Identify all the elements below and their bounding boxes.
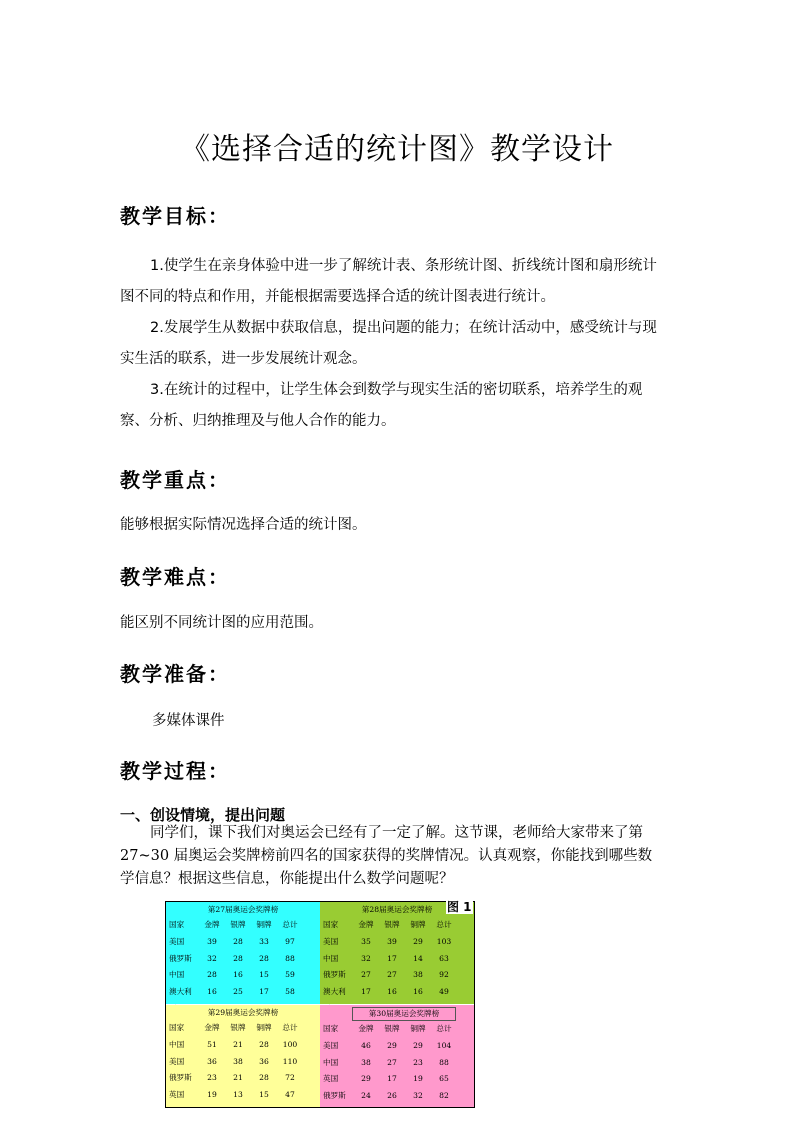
medal-count-cell: 36: [259, 1056, 269, 1066]
country-cell: 美国: [323, 1040, 339, 1050]
header-cell: 铜牌: [256, 920, 272, 929]
medal-count-cell: 29: [413, 1040, 423, 1050]
country-cell: 英国: [169, 1090, 185, 1100]
medal-table-title: 第27届奥运会奖牌榜: [207, 905, 279, 914]
medal-count-cell: 72: [285, 1073, 295, 1083]
country-cell: 俄罗斯: [169, 953, 192, 963]
medal-count-cell: 58: [285, 987, 295, 997]
process-heading: 教学过程：: [120, 759, 230, 783]
figure-label: 图 1: [447, 900, 472, 914]
medal-count-cell: 15: [259, 1090, 269, 1100]
difficulty-heading: 教学难点：: [120, 565, 230, 589]
medal-count-cell: 104: [436, 1040, 452, 1050]
medal-table-header: [320, 917, 474, 934]
header-cell: 银牌: [384, 920, 400, 929]
header-cell: 国家: [169, 1023, 185, 1032]
key-point-heading: 教学重点：: [120, 468, 230, 492]
medal-table-30: [320, 1005, 474, 1107]
medal-count-cell: 17: [361, 987, 371, 997]
country-cell: 澳大利: [169, 987, 192, 997]
medal-table-header: [166, 1020, 320, 1037]
medal-count-cell: 28: [233, 936, 243, 946]
header-cell: 铜牌: [410, 920, 426, 929]
medal-count-cell: 26: [387, 1091, 397, 1101]
medal-table-row: [320, 1071, 474, 1088]
medal-count-cell: 15: [259, 970, 269, 980]
medal-table-row: [166, 967, 320, 984]
medal-count-cell: 25: [233, 987, 243, 997]
medal-table-title: 第29届奥运会奖牌榜: [207, 1008, 279, 1017]
header-cell: 铜牌: [256, 1023, 272, 1032]
medal-count-cell: 28: [233, 953, 243, 963]
country-cell: 美国: [169, 1056, 185, 1066]
country-cell: 中国: [323, 953, 339, 963]
medal-count-cell: 13: [233, 1090, 243, 1100]
medal-count-cell: 82: [439, 1091, 449, 1101]
header-cell: 国家: [323, 1024, 339, 1033]
medal-count-cell: 46: [361, 1040, 371, 1050]
medal-count-cell: 14: [413, 953, 423, 963]
goals-heading: 教学目标：: [120, 204, 230, 228]
medal-count-cell: 28: [259, 953, 269, 963]
medal-count-cell: 39: [387, 936, 397, 946]
medal-count-cell: 19: [413, 1074, 423, 1084]
goal-item: 2.发展学生从数据中获取信息，提出问题的能力；在统计活动中，感受统计与现实生活的联系，进一步发展统计观念。: [120, 320, 657, 367]
header-cell: 金牌: [358, 1024, 374, 1033]
process-sub-heading: 一、创设情境，提出问题: [120, 806, 286, 824]
document-title: 《选择合适的统计图》教学设计: [180, 132, 614, 167]
medal-count-cell: 88: [285, 953, 295, 963]
country-cell: 英国: [323, 1074, 339, 1084]
medal-table-row: [320, 1088, 474, 1105]
header-cell: 银牌: [230, 1023, 246, 1032]
medal-count-cell: 39: [207, 936, 217, 946]
medal-count-cell: 16: [207, 987, 217, 997]
medal-table-row: [166, 1054, 320, 1071]
medal-count-cell: 17: [387, 1074, 397, 1084]
medal-count-cell: 110: [282, 1056, 298, 1066]
medal-count-cell: 92: [439, 970, 449, 980]
medal-count-cell: 49: [439, 987, 449, 997]
medal-table-row: [320, 1038, 474, 1055]
medal-count-cell: 47: [285, 1090, 295, 1100]
medal-table-row: [166, 951, 320, 968]
medal-table-title: 第28届奥运会奖牌榜: [361, 905, 433, 914]
medal-count-cell: 27: [387, 970, 397, 980]
country-cell: 中国: [169, 1039, 185, 1049]
medal-count-cell: 65: [439, 1074, 449, 1084]
medal-count-cell: 24: [361, 1091, 371, 1101]
medal-count-cell: 28: [259, 1073, 269, 1083]
medal-count-cell: 38: [233, 1056, 243, 1066]
medal-count-cell: 100: [282, 1039, 298, 1049]
medal-count-cell: 16: [387, 987, 397, 997]
header-cell: 金牌: [204, 1023, 220, 1032]
medal-count-cell: 38: [413, 970, 423, 980]
medal-count-cell: 27: [361, 970, 371, 980]
medal-count-cell: 59: [285, 970, 295, 980]
header-cell: 金牌: [204, 920, 220, 929]
medal-count-cell: 97: [285, 936, 295, 946]
medal-table-row: [166, 1087, 320, 1104]
medal-table-row: [320, 984, 474, 1001]
medal-table-row: [320, 951, 474, 968]
medal-count-cell: 16: [413, 987, 423, 997]
medal-count-cell: 29: [413, 936, 423, 946]
header-cell: 总计: [282, 920, 298, 929]
medal-table-27: [166, 902, 320, 1004]
medal-count-cell: 23: [413, 1057, 423, 1067]
medal-table-29: [166, 1005, 320, 1107]
header-cell: 铜牌: [410, 1024, 426, 1033]
header-cell: 国家: [169, 920, 185, 929]
header-cell: 金牌: [358, 920, 374, 929]
medal-count-cell: 63: [439, 953, 449, 963]
country-cell: 美国: [169, 936, 185, 946]
goal-item: 3.在统计的过程中，让学生体会到数学与现实生活的密切联系，培养学生的观察、分析、归纳推理及与他人合作的能力。: [120, 382, 643, 429]
medal-count-cell: 17: [387, 953, 397, 963]
medal-table-row: [166, 1070, 320, 1087]
medal-table-header: [320, 1021, 474, 1038]
medal-count-cell: 32: [413, 1091, 423, 1101]
medal-table-row: [320, 967, 474, 984]
medal-table-row: [166, 1037, 320, 1054]
medal-count-cell: 27: [387, 1057, 397, 1067]
medal-count-cell: 17: [259, 987, 269, 997]
medal-count-cell: 23: [207, 1073, 217, 1083]
preparation-heading: 教学准备：: [120, 662, 230, 686]
medal-count-cell: 28: [207, 970, 217, 980]
country-cell: 中国: [169, 970, 185, 980]
medal-table-title: 第30届奥运会奖牌榜: [352, 1007, 456, 1021]
medal-count-cell: 29: [361, 1074, 371, 1084]
header-cell: 银牌: [230, 920, 246, 929]
country-cell: 俄罗斯: [169, 1073, 192, 1083]
medal-count-cell: 103: [436, 936, 452, 946]
header-cell: 银牌: [384, 1024, 400, 1033]
goals-list: [120, 251, 665, 437]
medal-count-cell: 21: [233, 1073, 243, 1083]
medal-count-cell: 21: [233, 1039, 243, 1049]
medal-count-cell: 28: [259, 1039, 269, 1049]
medal-count-cell: 88: [439, 1057, 449, 1067]
medal-count-cell: 16: [233, 970, 243, 980]
medal-count-cell: 35: [361, 936, 371, 946]
medal-table-28: [320, 902, 474, 1004]
preparation-text: 多媒体课件: [152, 713, 225, 729]
medal-count-cell: 38: [361, 1057, 371, 1067]
medal-count-cell: 32: [207, 953, 217, 963]
medal-count-cell: 33: [259, 936, 269, 946]
country-cell: 俄罗斯: [323, 1091, 346, 1101]
medal-count-cell: 29: [387, 1040, 397, 1050]
country-cell: 澳大利: [323, 987, 346, 997]
header-cell: 总计: [436, 920, 452, 929]
medal-count-cell: 51: [207, 1039, 217, 1049]
process-intro: [120, 822, 665, 891]
medal-count-cell: 36: [207, 1056, 217, 1066]
medal-table-row: [320, 1055, 474, 1072]
header-cell: 总计: [282, 1023, 298, 1032]
header-cell: 总计: [436, 1024, 452, 1033]
medal-table-row: [320, 934, 474, 951]
country-cell: 美国: [323, 936, 339, 946]
country-cell: 俄罗斯: [323, 970, 346, 980]
header-cell: 国家: [323, 920, 339, 929]
medal-count-cell: 32: [361, 953, 371, 963]
intro-paragraph: 同学们，课下我们对奥运会已经有了一定了解。这节课，老师给大家带来了第 27~30 届奥运会奖牌榜前四名的国家获得的奖牌情况。认真观察，你能找到哪些数学信息？根据这些信息，你能提出什么数学问题呢？: [120, 825, 653, 887]
medal-table-row: [166, 934, 320, 951]
medal-count-cell: 19: [207, 1090, 217, 1100]
key-point-text: 能够根据实际情况选择合适的统计图。: [120, 517, 367, 533]
medal-table-figure: [165, 901, 475, 1108]
medal-table-header: [166, 917, 320, 934]
country-cell: 中国: [323, 1057, 339, 1067]
goal-item: 1.使学生在亲身体验中进一步了解统计表、条形统计图、折线统计图和扇形统计图不同的特点和作用，并能根据需要选择合适的统计图表进行统计。: [120, 258, 657, 305]
difficulty-text: 能区别不同统计图的应用范围。: [120, 615, 323, 631]
medal-table-row: [166, 984, 320, 1001]
